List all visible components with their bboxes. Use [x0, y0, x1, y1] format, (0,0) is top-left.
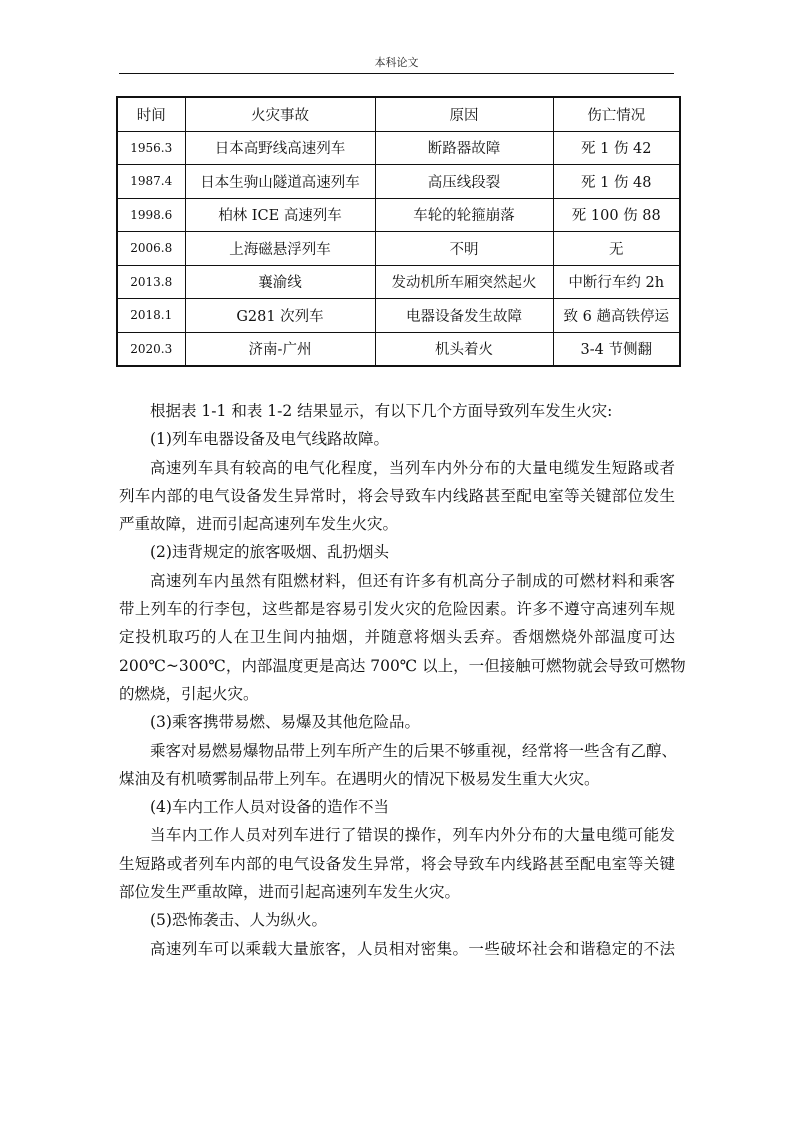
- text-line: 部位发生严重故障，进而引起高速列车发生火灾。: [119, 883, 461, 902]
- cell-cause: 电器设备发生故障: [375, 299, 553, 333]
- table-row: [117, 131, 680, 165]
- body-text: [119, 397, 686, 963]
- section-heading-2: [119, 538, 675, 566]
- text-line: 乘客对易燃易爆物品带上列车所产生的后果不够重视，经常将一些含有乙醇、: [150, 741, 678, 760]
- cell-time: 2020.3: [117, 332, 185, 366]
- text-line: (2)违背规定的旅客吸烟、乱扔烟头: [150, 543, 389, 562]
- cell-accident: 柏林 ICE 高速列车: [185, 198, 375, 232]
- text-line: 根据表 1-1 和表 1-2 结果显示，有以下几个方面导致列车发生火灾:: [150, 402, 613, 420]
- section-heading-5: [119, 906, 675, 934]
- text-line: (4)车内工作人员对设备的造作不当: [150, 798, 389, 817]
- cell-cause: 断路器故障: [375, 131, 553, 165]
- cell-accident: G281 次列车: [185, 299, 375, 333]
- cell-casualties: 中断行车约 2h: [553, 265, 680, 299]
- cell-casualties: 3-4 节侧翻: [553, 332, 680, 366]
- text-line: 定投机取巧的人在卫生间内抽烟，并随意将烟头丢弃。香烟燃烧外部温度可达: [119, 628, 675, 647]
- table-row: [117, 265, 680, 299]
- cell-cause: 不明: [375, 232, 553, 266]
- table-row: [117, 165, 680, 199]
- cell-cause: 高压线段裂: [375, 165, 553, 199]
- table-row: [117, 332, 680, 366]
- paragraph-smoking: [119, 567, 686, 708]
- text-line: 煤油及有机喷雾制品带上列车。在遇明火的情况下极易发生重大火灾。: [119, 769, 600, 788]
- text-line: 列车内部的电气设备发生异常时，将会导致车内线路甚至配电室等关键部位发生: [119, 486, 675, 505]
- text-line: 200℃~300℃，内部温度更是高达 700℃ 以上，一但接触可燃物就会导致可燃物: [119, 656, 686, 675]
- section-heading-3: [119, 708, 675, 736]
- column-header-casualties: 伤亡情况: [553, 97, 680, 131]
- paragraph-terrorism: [119, 935, 675, 963]
- cell-accident: 济南-广州: [185, 332, 375, 366]
- column-header-accident: 火灾事故: [185, 97, 375, 131]
- table-header-row: [117, 97, 680, 131]
- text-line: 生短路或者列车内部的电气设备发生异常，将会导致车内线路甚至配电室等关键: [119, 854, 675, 873]
- cell-time: 2006.8: [117, 232, 185, 266]
- text-line: 严重故障，进而引起高速列车发生火灾。: [119, 515, 399, 534]
- fire-accident-table: [116, 96, 681, 367]
- text-line: (3)乘客携带易燃、易爆及其他危险品。: [150, 713, 420, 732]
- cell-cause: 发动机所车厢突然起火: [375, 265, 553, 299]
- cell-time: 1998.6: [117, 198, 185, 232]
- cell-cause: 机头着火: [375, 332, 553, 366]
- paragraph-summary: [119, 397, 675, 425]
- paragraph-hazardous: [119, 737, 678, 794]
- table-row: [117, 232, 680, 266]
- cell-casualties: 死 1 伤 48: [553, 165, 680, 199]
- cell-accident: 上海磁悬浮列车: [185, 232, 375, 266]
- cell-time: 2013.8: [117, 265, 185, 299]
- cell-casualties: 死 100 伤 88: [553, 198, 680, 232]
- paragraph-electrical: [119, 454, 675, 539]
- cell-time: 2018.1: [117, 299, 185, 333]
- text-line: (5)恐怖袭击、人为纵火。: [150, 911, 327, 930]
- cell-accident: 襄渝线: [185, 265, 375, 299]
- table-row: [117, 299, 680, 333]
- column-header-cause: 原因: [375, 97, 553, 131]
- text-line: 当车内工作人员对列车进行了错误的操作，列车内外分布的大量电缆可能发: [150, 826, 675, 845]
- cell-accident: 日本高野线高速列车: [185, 131, 375, 165]
- cell-cause: 车轮的轮箍崩落: [375, 198, 553, 232]
- section-heading-1: [119, 425, 675, 453]
- column-header-time: 时间: [117, 97, 185, 131]
- text-line: 的燃烧，引起火灾。: [119, 684, 259, 703]
- table-row: [117, 198, 680, 232]
- paragraph-staff: [119, 821, 675, 906]
- cell-casualties: 无: [553, 232, 680, 266]
- text-line: 高速列车内虽然有阻燃材料，但还有许多有机高分子制成的可燃材料和乘客: [150, 571, 675, 590]
- cell-accident: 日本生驹山隧道高速列车: [185, 165, 375, 199]
- cell-casualties: 致 6 趟高铁停运: [553, 299, 680, 333]
- cell-casualties: 死 1 伤 42: [553, 131, 680, 165]
- section-heading-4: [119, 793, 675, 821]
- text-line: 高速列车可以乘载大量旅客，人员相对密集。一些破坏社会和谐稳定的不法: [150, 939, 675, 958]
- page-header-title: 本科论文: [374, 56, 419, 69]
- text-line: 高速列车具有较高的电气化程度，当列车内外分布的大量电缆发生短路或者: [150, 458, 675, 477]
- header-divider: [119, 73, 674, 74]
- text-line: 带上列车的行李包，这些都是容易引发火灾的危险因素。许多不遵守高速列车规: [119, 600, 675, 619]
- cell-time: 1956.3: [117, 131, 185, 165]
- cell-time: 1987.4: [117, 165, 185, 199]
- text-line: (1)列车电器设备及电气线路故障。: [150, 430, 389, 449]
